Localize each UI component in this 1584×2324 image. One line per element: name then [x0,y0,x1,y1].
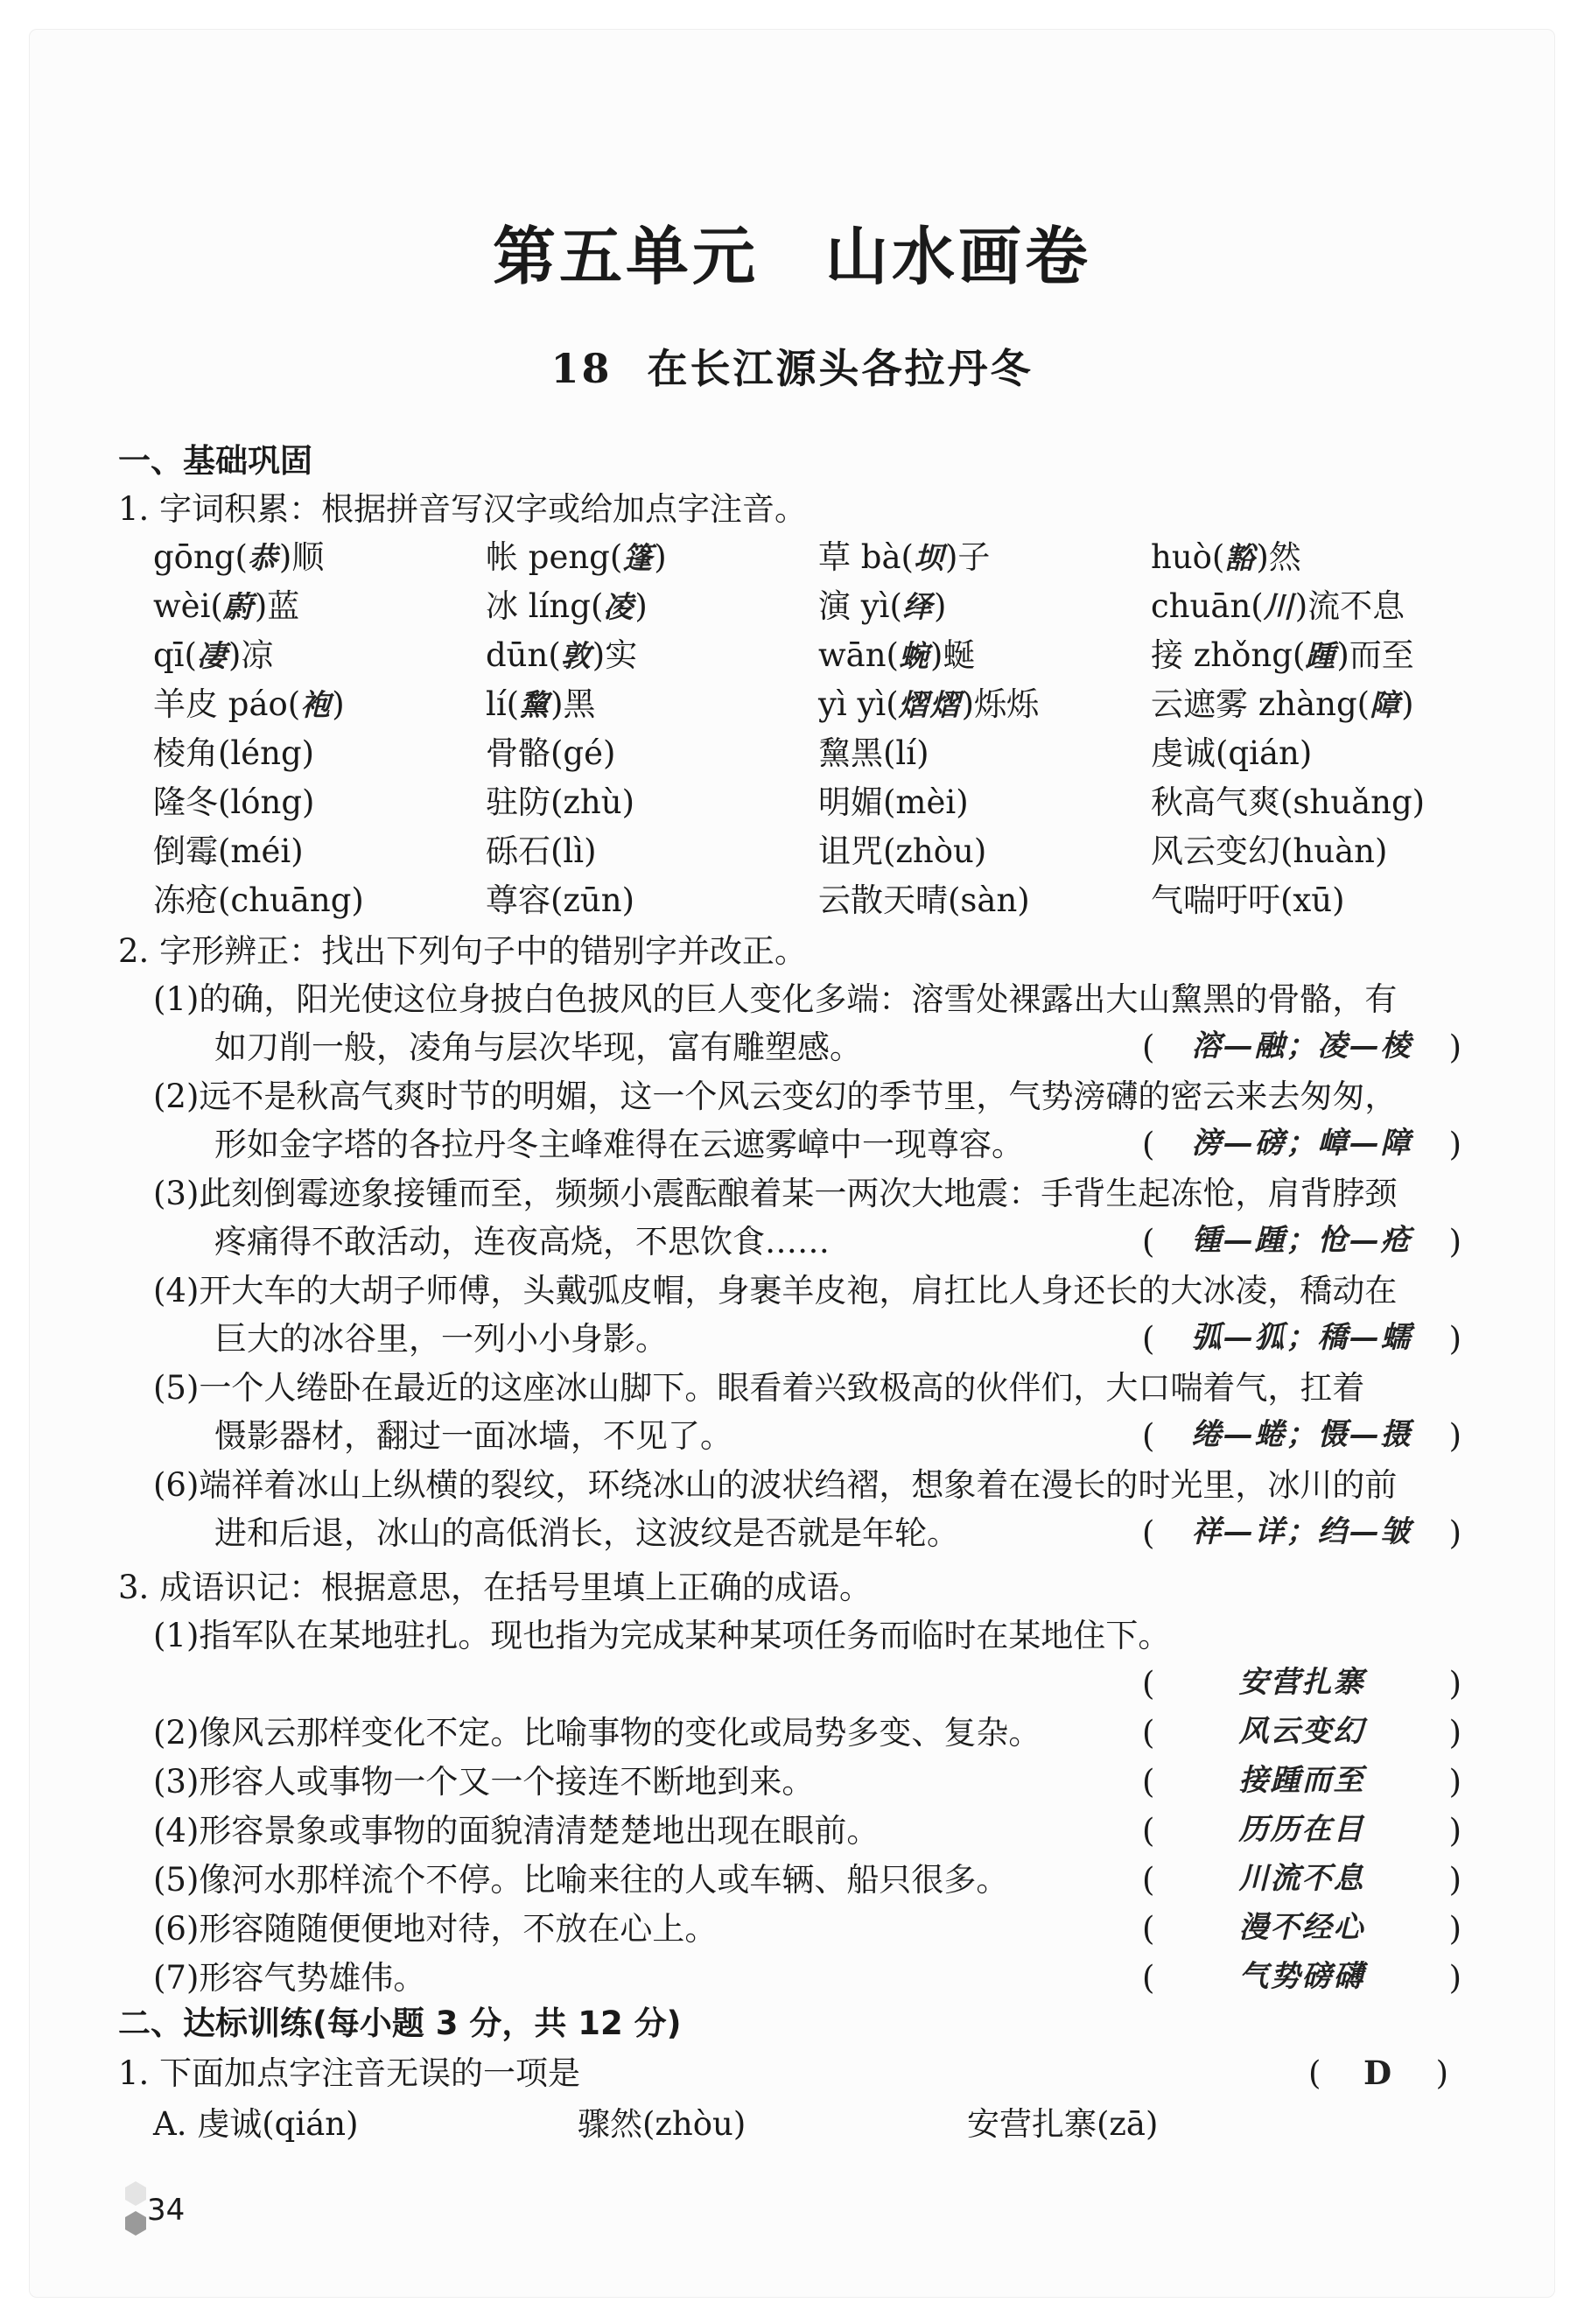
paren-open: ( [1142,1029,1155,1066]
q1-row [153,832,1483,879]
q1-cell-text: 棱角(léng) [153,734,315,772]
q3-answer [1142,1763,1461,1801]
s2-q1-option-b: 骤然(zhòu) [578,2105,746,2143]
q1-cell-answer: 熠熠 [898,688,962,723]
paren-close: ) [1435,2054,1448,2092]
q2-answer-text: 绻—蜷；慑—摄 [1191,1417,1412,1452]
s2-q1-prompt: 1. 下面加点字注音无误的一项是 [118,2054,581,2092]
q3-answer-text: 风云变幻 [1238,1714,1365,1749]
q3-answer-text: 历历在目 [1238,1812,1365,1847]
q3-answer-text: 漫不经心 [1238,1910,1365,1945]
paren-close: ) [1448,1514,1461,1552]
paren-open: ( [1142,1320,1155,1358]
q1-cell-text: 帐 peng( [486,538,623,576]
q1-cell-answer: 蔚 [222,590,255,625]
q3-item: (7)形容气势雄伟。 [153,1959,426,1997]
q1-cell-suffix: )蓝 [254,587,300,625]
q2-item-line1: (3)此刻倒霉迹象接锺而至，频频小震酝酿着某一两次大地震：手背生起冻怆，肩背脖颈 [153,1175,1398,1212]
q1-cell-answer: 川 [1263,590,1295,625]
paren-open: ( [1142,1223,1155,1260]
page-number: 34 [147,2193,186,2228]
q3-prompt: 3. 成语识记：根据意思，在括号里填上正确的成语。 [118,1569,873,1606]
q2-answer [1142,1031,1461,1064]
q1-cell-suffix: ) [654,538,667,576]
q2-answer-text: 弧—狐；穚—蠕 [1191,1320,1412,1355]
unit-title: 第五单元 山水画卷 [492,219,1091,293]
paren-close: ) [1448,1223,1461,1260]
paren-open: ( [1142,1714,1155,1752]
paren-close: ) [1448,1812,1461,1850]
q1-cell-suffix: ) [1401,685,1414,723]
paren-close: ) [1448,1320,1461,1358]
q2-item-line2: 形如金字塔的各拉丹冬主峰难得在云遮雾嶂中一现尊容。 [214,1126,1024,1163]
q1-cell [818,636,1151,683]
q1-row [153,783,1483,830]
q1-cell [1151,832,1483,879]
paren-open: ( [1142,1812,1155,1850]
q1-cell-text: gōng( [153,538,248,576]
q1-cell-text: 冻疮(chuāng) [153,881,364,919]
q1-cell-text: 驻防(zhù) [486,783,635,821]
q1-cell [818,783,1151,830]
q1-cell-answer: 绎 [901,590,934,625]
q3-answer [1142,1714,1461,1752]
q1-cell [153,783,486,830]
q1-cell-answer: 障 [1370,688,1402,723]
q1-row [153,538,1483,585]
paren-open: ( [1142,1126,1155,1163]
q1-cell-text: 诅咒(zhòu) [818,832,987,870]
q3-item: (4)形容景象或事物的面貌清清楚楚地出现在眼前。 [153,1812,880,1850]
q2-item-line2: 疼痛得不敢活动，连夜高烧，不思饮食…… [214,1223,830,1260]
q1-cell [153,538,486,585]
q1-row [153,685,1483,732]
q1-cell [818,538,1151,585]
q1-cell-text: dūn( [486,636,561,674]
q1-cell [1151,636,1483,683]
paren-open: ( [1142,1910,1155,1948]
q1-cell [486,783,818,830]
s2-q1-option-a: A. 虔诚(qián) [153,2105,359,2143]
q1-row [153,587,1483,634]
q1-cell-answer: 袍 [300,688,333,723]
paren-close: ) [1448,1763,1461,1801]
q1-cell-text: 冰 líng( [486,587,604,625]
q1-cell-answer: 黧 [519,688,551,723]
q1-cell-answer: 篷 [622,541,655,576]
q1-cell-text: 接 zhǒng( [1151,636,1306,674]
q1-cell-text: 砾石(lì) [486,832,597,870]
q2-answer [1142,1514,1461,1552]
q3-answer [1142,1910,1461,1948]
q3-answer [1142,1959,1461,1997]
section1-heading: 一、基础巩固 [118,442,312,480]
q1-cell [1151,685,1483,732]
q1-cell-text: wèi( [153,587,223,625]
q1-cell-text: 黧黑(lí) [818,734,929,772]
q2-answer [1142,1225,1461,1258]
q2-item-line2: 进和后退，冰山的高低消长，这波纹是否就是年轮。 [214,1514,959,1552]
q1-cell-text: yì yì( [818,685,899,723]
q1-cell-answer: 凄 [196,639,228,674]
q2-item-line1: (1)的确，阳光使这位身披白色披风的巨人变化多端：溶雪处裸露出大山黧黑的骨骼，有 [153,980,1398,1018]
q1-cell [153,636,486,683]
q1-cell [818,832,1151,879]
paren-open: ( [1142,1763,1155,1801]
q1-cell-suffix: ) [634,587,648,625]
q1-cell-text: 尊容(zūn) [486,881,635,919]
paren-open: ( [1142,1959,1155,1997]
q2-prompt: 2. 字形辨正：找出下列句子中的错别字并改正。 [118,932,808,970]
q1-cell-suffix: ) [332,685,345,723]
q2-item-line2: 慑影器材，翻过一面冰墙，不见了。 [214,1417,732,1455]
paren-close: ) [1448,1029,1461,1066]
q2-item-line1: (4)开大车的大胡子师傅，头戴弧皮帽，身裹羊皮袍，肩扛比人身还长的大冰凌，穚动在 [153,1272,1398,1309]
q1-cell-answer: 恭 [247,541,279,576]
q1-cell-text: wān( [818,636,899,674]
q1-cell [818,685,1151,732]
q1-cell [153,685,486,732]
q1-cell-text: chuān( [1151,587,1264,625]
q1-cell-text: 倒霉(méi) [153,832,304,870]
lesson-title [0,337,1584,395]
q2-answer-text: 滂—磅；嶂—障 [1191,1126,1412,1161]
q1-cell-answer: 凌 [603,590,635,625]
q1-cell [153,881,486,928]
q1-cell-answer: 坝 [913,541,945,576]
q1-cell-text: 骨骼(gé) [486,734,616,772]
paren-close: ) [1448,1714,1461,1752]
q2-answer [1142,1320,1461,1358]
q1-cell-suffix: )蜒 [930,636,976,674]
q3-answer [1142,1665,1461,1703]
q1-cell [818,587,1151,634]
s2-q1-answer [1308,2054,1448,2092]
q1-cell [1151,783,1483,830]
q1-cell [486,636,818,683]
q3-answer [1142,1861,1461,1899]
paren-close: ) [1448,1126,1461,1163]
q1-cell-text: 演 yì( [818,587,902,625]
q2-item-line1: (5)一个人绻卧在最近的这座冰山脚下。眼看着兴致极高的伙伴们，大口喘着气，扛着 [153,1369,1365,1407]
q1-row [153,734,1483,781]
q1-cell [486,881,818,928]
q1-cell [486,734,818,781]
q1-cell-text: 秋高气爽(shuǎng) [1151,783,1426,821]
q2-answer-text: 祥—详；绉—皱 [1191,1514,1412,1549]
q2-answer-text: 锺—踵；怆—疮 [1191,1223,1412,1258]
paren-open: ( [1142,1417,1155,1455]
q1-cell-suffix: )顺 [278,538,325,576]
q1-cell [818,881,1151,928]
paren-open: ( [1142,1861,1155,1899]
q1-cell-suffix: )而至 [1336,636,1414,674]
q1-cell-text: huò( [1151,538,1225,576]
q1-cell-text: qī( [153,636,197,674]
section2-heading: 二、达标训练(每小题 3 分，共 12 分) [118,2005,682,2042]
q2-item-line2: 如刀削一般，凌角与层次毕现，富有雕塑感。 [214,1029,862,1066]
paren-close: ) [1448,1417,1461,1455]
q1-cell-suffix: )流不息 [1294,587,1405,625]
q3-answer-text: 安营扎寨 [1238,1665,1365,1700]
q1-cell-text: lí( [486,685,520,723]
q1-cell-suffix: )实 [592,636,638,674]
s2-q1-answer-text: D [1363,2054,1394,2092]
s2-q1-option-c: 安营扎寨(zā) [967,2105,1159,2143]
q1-cell-answer: 豁 [1224,541,1257,576]
q1-cell-text: 风云变幻(huàn) [1151,832,1388,870]
q1-cell-suffix: )黑 [550,685,596,723]
q1-cell [1151,587,1483,634]
q1-cell-answer: 踵 [1305,639,1337,674]
q1-cell [153,832,486,879]
q1-cell-text: 明媚(mèi) [818,783,969,821]
q3-item: (6)形容随随便便地对待，不放在心上。 [153,1910,718,1948]
q1-cell-answer: 蜿 [899,639,930,674]
q1-cell [818,734,1151,781]
q3-answer [1142,1812,1461,1850]
paren-close: ) [1448,1910,1461,1948]
q1-cell [153,587,486,634]
q1-cell-text: 草 bà( [818,538,914,576]
q1-cell [1151,538,1483,585]
q1-cell-text: 虔诚(qián) [1151,734,1313,772]
q1-cell-text: 云散天晴(sàn) [818,881,1030,919]
q2-item-line2: 巨大的冰谷里，一列小小身影。 [214,1320,668,1358]
q1-cell [486,538,818,585]
q1-cell-text: 云遮雾 zhàng( [1151,685,1370,723]
q1-cell [1151,881,1483,928]
q1-cell-suffix: )子 [944,538,991,576]
q1-row [153,881,1483,928]
q3-answer-text: 接踵而至 [1238,1763,1365,1798]
q1-cell-suffix: )烁烁 [961,685,1040,723]
q2-item-line1: (2)远不是秋高气爽时节的明媚，这一个风云变幻的季节里，气势滂礴的密云来去匆匆， [153,1078,1398,1115]
q1-cell [1151,734,1483,781]
q3-answer-text: 气势磅礴 [1238,1959,1365,1994]
q1-cell-suffix: )凉 [228,636,274,674]
paren-open: ( [1142,1665,1155,1703]
q1-cell-text: 羊皮 páo( [153,685,301,723]
q1-cell [486,685,818,732]
q3-item: (2)像风云那样变化不定。比喻事物的变化或局势多变、复杂。 [153,1714,1041,1752]
q3-item: (1)指军队在某地驻扎。现也指为完成某种某项任务而临时在某地住下。 [153,1617,1171,1654]
paren-close: ) [1448,1959,1461,1997]
q1-cell [486,587,818,634]
q1-cell-text: 隆冬(lóng) [153,783,315,821]
lesson-name: 在长江源头各拉丹冬 [647,345,1034,392]
q1-row [153,636,1483,683]
paren-close: ) [1448,1665,1461,1703]
paren-open: ( [1142,1514,1155,1552]
q1-cell-text: 气喘吁吁(xū) [1151,881,1345,919]
paren-close: ) [1448,1861,1461,1899]
q3-item: (5)像河水那样流个不停。比喻来往的人或车辆、船只很多。 [153,1861,1009,1899]
q2-answer [1142,1128,1461,1161]
q1-cell-suffix: )然 [1256,538,1301,576]
q2-item-line1: (6)端祥着冰山上纵横的裂纹，环绕冰山的波状绉褶，想象着在漫长的时光里，冰川的前 [153,1466,1398,1504]
paren-open: ( [1308,2054,1321,2092]
q1-cell-suffix: ) [933,587,947,625]
q1-prompt: 1. 字词积累：根据拼音写汉字或给加点字注音。 [118,490,808,528]
q3-answer-text: 川流不息 [1238,1861,1365,1896]
q1-cell-answer: 敦 [560,639,592,674]
q1-cell [486,832,818,879]
q1-cell [153,734,486,781]
lesson-number: 18 [550,345,613,392]
q2-answer [1142,1417,1461,1455]
q2-answer-text: 溶—融；凌—棱 [1191,1029,1412,1064]
q3-item: (3)形容人或事物一个又一个接连不断地到来。 [153,1763,815,1801]
